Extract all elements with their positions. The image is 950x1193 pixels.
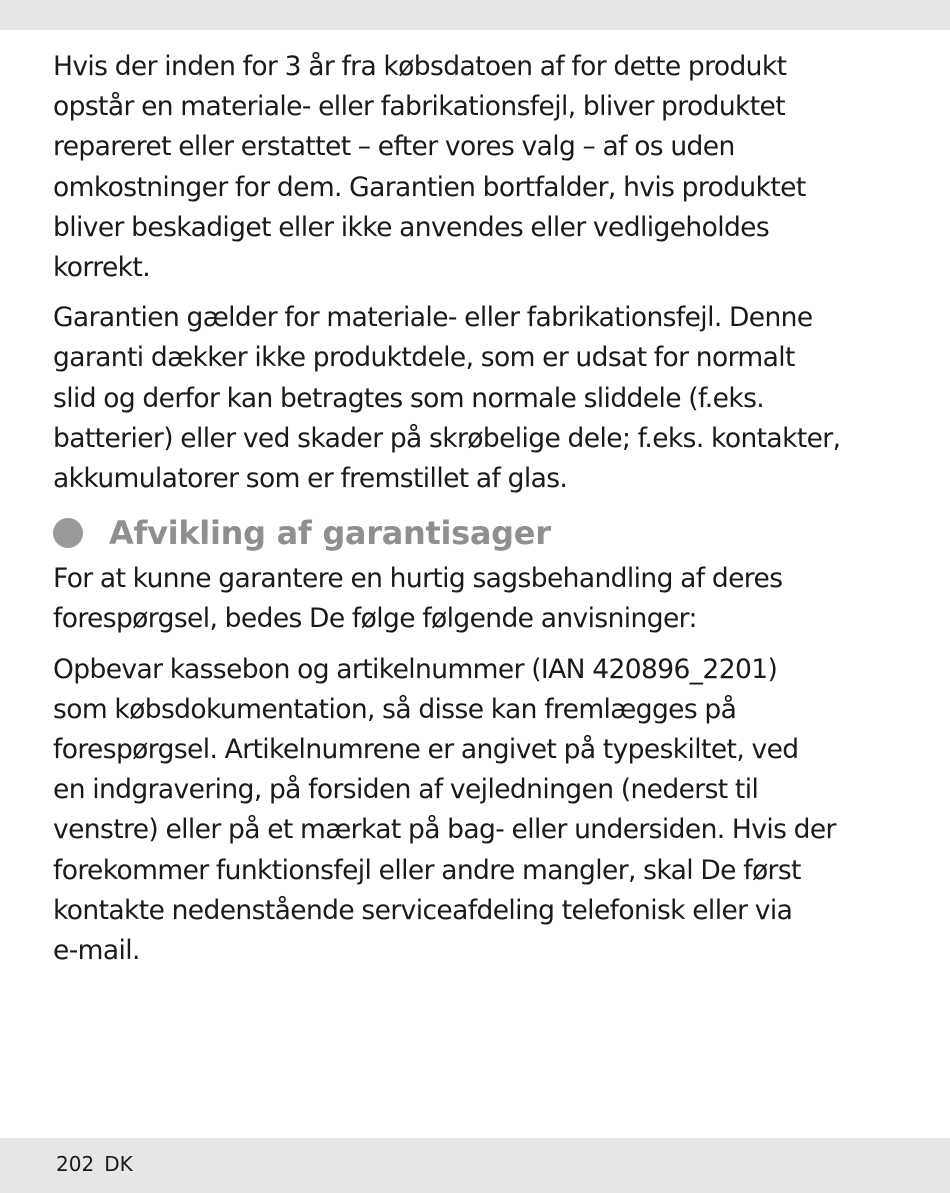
page-number: 202 <box>56 1152 95 1176</box>
warranty-paragraph: Hvis der inden for 3 år fra købsdatoen af for dette produkt opstår en materiale- eller fabrikationsfejl, bliver produktet repareret eller erstattet – efter vores valg – af os uden omkostninger for dem. Garantien bortfalder, hvis produktet bliver beskadiget eller ikke anvendes eller vedligeholdes korrekt. <box>53 51 806 284</box>
page-content <box>53 47 913 981</box>
bullet-icon <box>53 518 83 548</box>
instructions-intro-paragraph: For at kunne garantere en hurtig sagsbehandling af deres forespørgsel, bedes De følge følgende anvisninger: <box>53 563 783 635</box>
footer-label <box>56 1152 133 1176</box>
top-band <box>0 0 950 30</box>
instructions-paragraph: Opbevar kassebon og artikelnummer (IAN 420896_2201) som købsdokumentation, så disse kan fremlægges på forespørgsel. Artikelnumrene er angivet på typeskiltet, ved en indgravering, på forsiden af vejledningen (nederst til venstre) eller på et mærkat på bag- eller undersiden. Hvis der forekommer funktionsfejl eller andre mangler, skal De først kontakte nedenstående serviceafdeling telefonisk eller via e-mail. <box>53 653 836 967</box>
page-footer <box>0 1138 950 1193</box>
section-heading <box>53 509 913 557</box>
warranty-coverage-paragraph: Garantien gælder for materiale- eller fabrikationsfejl. Denne garanti dækker ikke produktdele, som er udsat for normalt slid og derfor kan betragtes som normale sliddele (f.eks. batterier) eller ved skader på skrøbelige dele; f.eks. kontakter, akkumulatorer som er fremstillet af glas. <box>53 302 841 495</box>
language-code: DK <box>104 1152 133 1176</box>
section-heading-text: Afvikling af garantisager <box>109 514 551 553</box>
